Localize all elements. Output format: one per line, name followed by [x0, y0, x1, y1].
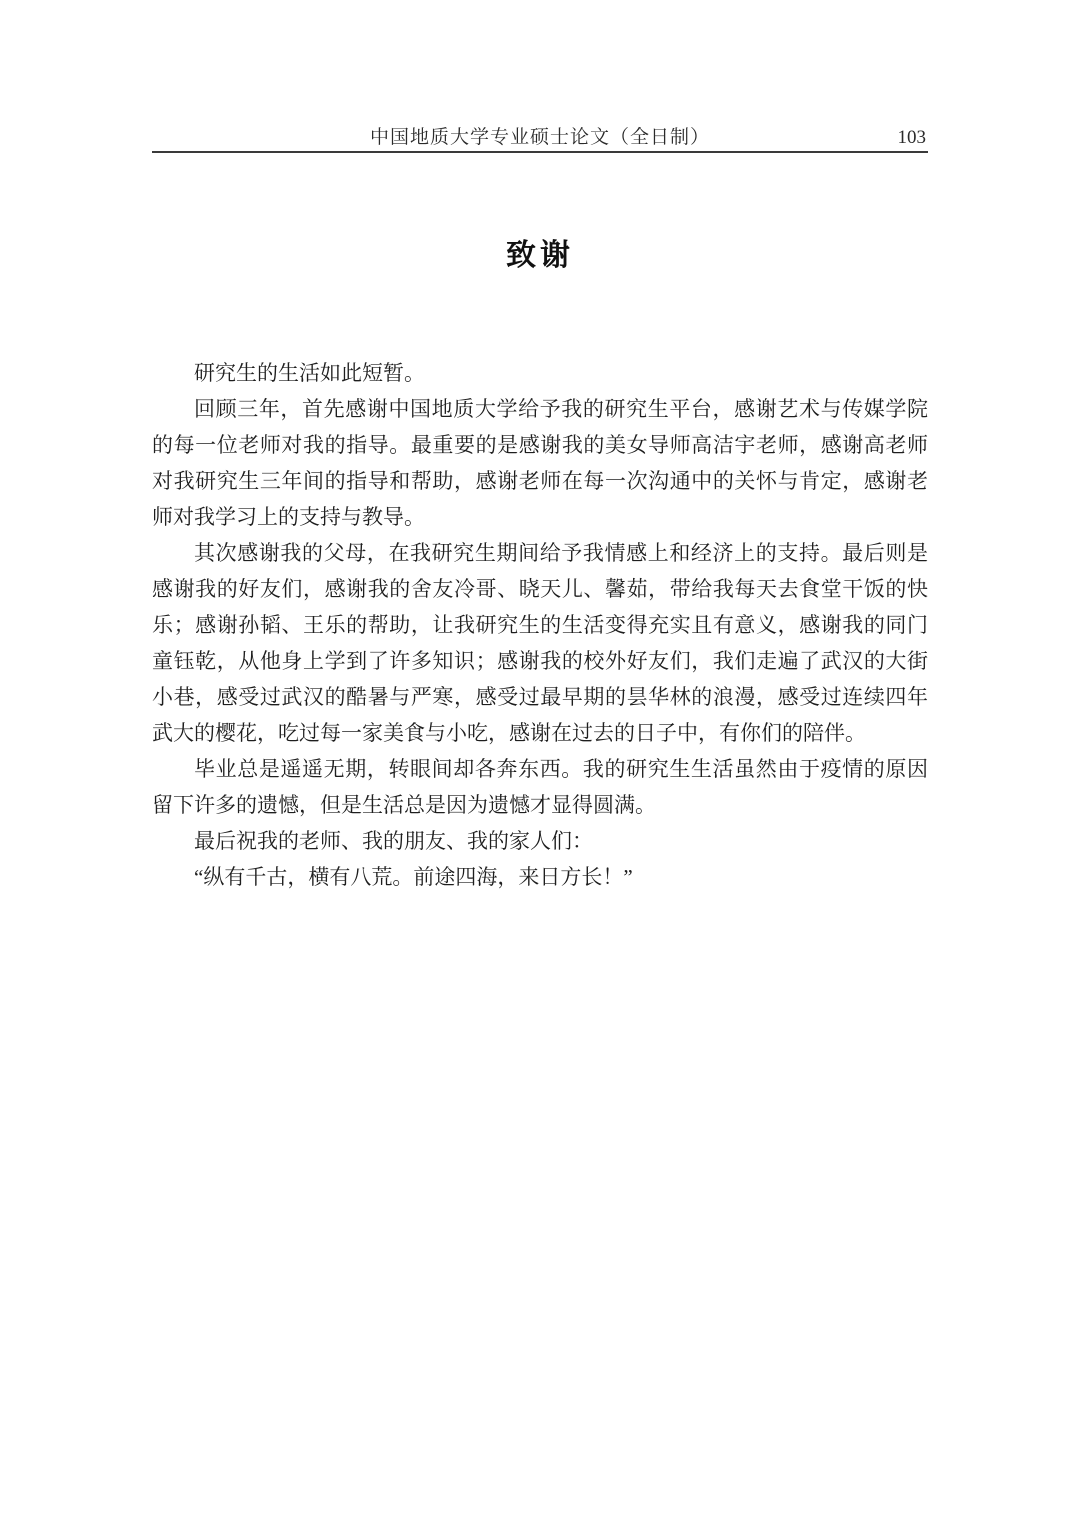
- page-header: [152, 0, 928, 153]
- section-title: 致谢: [506, 239, 574, 272]
- paragraph-5: 最后祝我的老师、我的朋友、我的家人们：: [194, 829, 593, 853]
- paragraph-6-quote: “纵有千古，横有八荒。前途四海，来日方长！”: [194, 865, 633, 889]
- paragraph-2: 回顾三年，首先感谢中国地质大学给予我的研究生平台，感谢艺术与传媒学院的每一位老师对我的指导。最重要的是感谢我的美女导师高洁宇老师，感谢高老师对我研究生三年间的指导和帮助，感谢老师在每一次沟通中的关怀与肯定，感谢老师对我学习上的支持与教导。: [152, 397, 928, 529]
- paragraph-1: 研究生的生活如此短暂。: [194, 361, 425, 385]
- running-head: 中国地质大学专业硕士论文（全日制）: [369, 127, 710, 148]
- paragraph-3: 其次感谢我的父母，在我研究生期间给予我情感上和经济上的支持。最后则是感谢我的好友们，感谢我的舍友冷哥、晓天儿、馨茹，带给我每天去食堂干饭的快乐；感谢孙韬、王乐的帮助，让我研究生的生活变得充实且有意义，感谢我的同门童钰乾，从他身上学到了许多知识；感谢我的校外好友们，我们走遍了武汉的大街小巷，感受过武汉的酷暑与严寒，感受过最早期的昙华林的浪漫，感受过连续四年武大的樱花，吃过每一家美食与小吃，感谢在过去的日子中，有你们的陪伴。: [152, 541, 928, 745]
- paragraph-4: 毕业总是遥遥无期，转眼间却各奔东西。我的研究生生活虽然由于疫情的原因留下许多的遗憾，但是生活总是因为遗憾才显得圆满。: [152, 757, 928, 817]
- acknowledgement-body: [152, 355, 928, 895]
- page-number: 103: [897, 127, 926, 148]
